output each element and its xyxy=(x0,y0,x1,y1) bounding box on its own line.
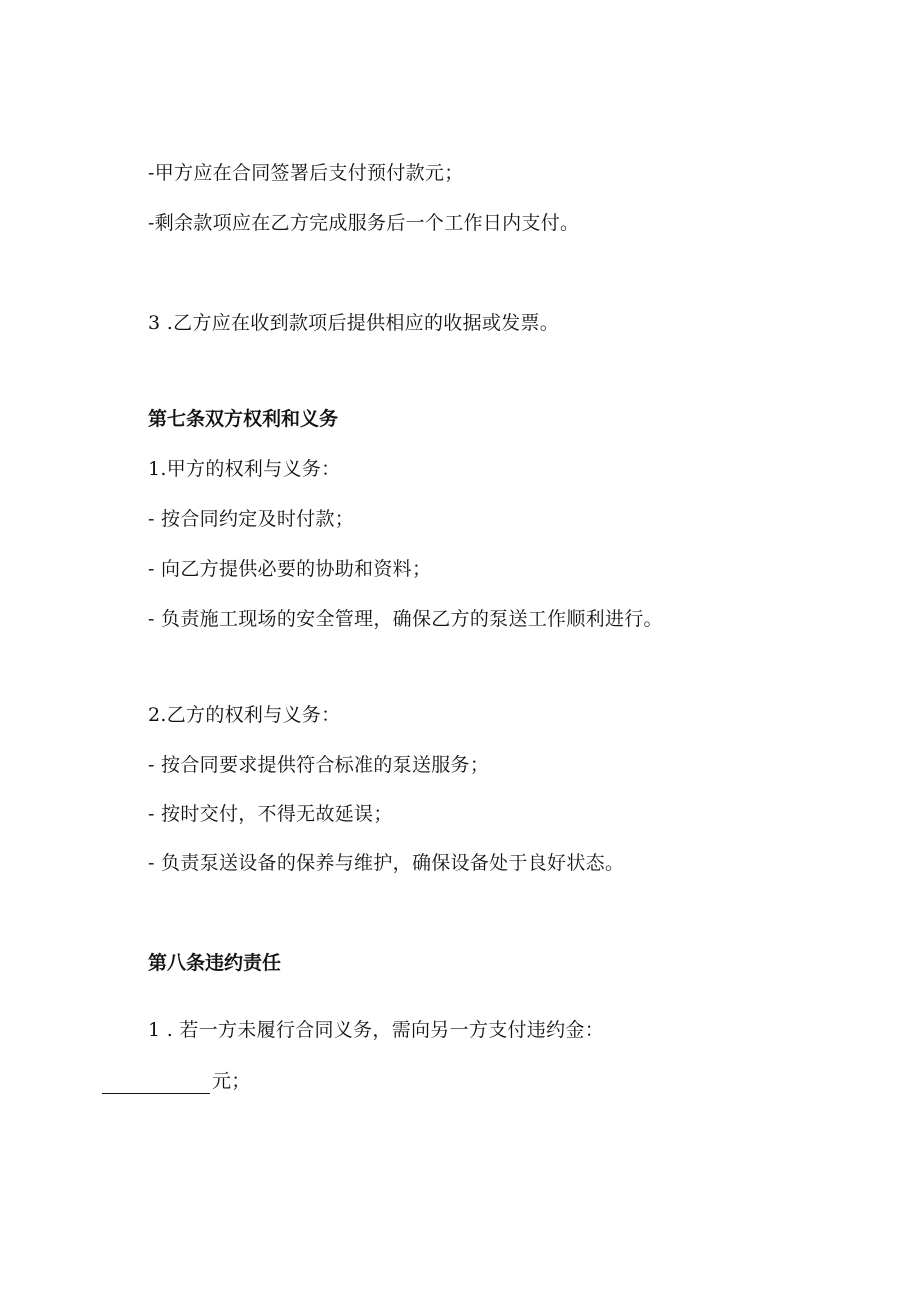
advance-payment-line: -甲方应在合同签署后支付预付款元； xyxy=(148,162,464,184)
amount-blank-field[interactable] xyxy=(102,1073,210,1094)
party-b-item: - 按时交付，不得无故延误； xyxy=(148,803,393,825)
damages-amount-line xyxy=(102,1068,251,1094)
article-7-heading: 第七条双方权利和义务 xyxy=(148,408,339,430)
party-a-item: - 负责施工现场的安全管理，确保乙方的泵送工作顺利进行。 xyxy=(148,608,663,630)
party-a-item: - 向乙方提供必要的协助和资料； xyxy=(148,558,432,580)
receipt-clause: 3 .乙方应在收到款项后提供相应的收据或发票。 xyxy=(148,312,560,334)
party-a-title: 1.甲方的权利与义务： xyxy=(148,458,341,480)
balance-payment-line: -剩余款项应在乙方完成服务后一个工作日内支付。 xyxy=(148,212,580,234)
party-b-item: - 按合同要求提供符合标准的泵送服务； xyxy=(148,754,490,776)
amount-unit: 元； xyxy=(212,1070,251,1092)
liquidated-damages-clause: 1 . 若一方未履行合同义务，需向另一方支付违约金： xyxy=(148,1019,605,1041)
article-8-heading: 第八条违约责任 xyxy=(148,952,282,974)
party-b-item: - 负责泵送设备的保养与维护，确保设备处于良好状态。 xyxy=(148,852,625,874)
party-a-item: - 按合同约定及时付款； xyxy=(148,508,355,530)
party-b-title: 2.乙方的权利与义务： xyxy=(148,704,341,726)
